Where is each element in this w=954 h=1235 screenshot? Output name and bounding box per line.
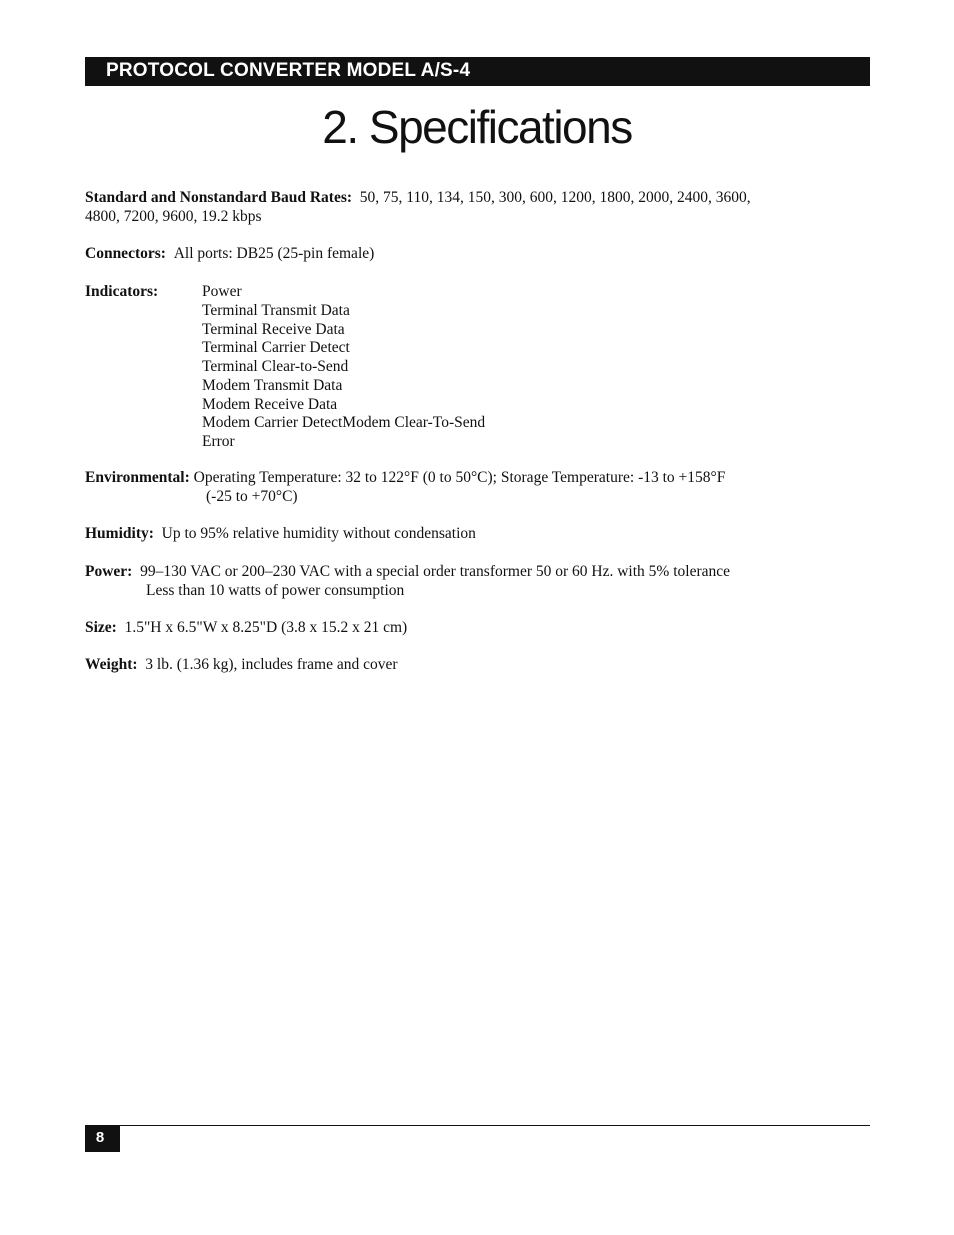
spec-value-continued: Less than 10 watts of power consumption <box>146 581 405 599</box>
spec-value-continued: 4800, 7200, 9600, 19.2 kbps <box>85 207 262 225</box>
running-header-title: PROTOCOL CONVERTER MODEL A/S-4 <box>106 60 471 81</box>
spec-environmental <box>85 469 725 506</box>
page-number-box <box>85 1125 120 1152</box>
indicator-item: Terminal Carrier Detect <box>202 339 350 357</box>
indicator-item: Modem Transmit Data <box>202 376 343 394</box>
spec-size <box>85 619 407 638</box>
spec-indicators-label: Indicators: <box>85 283 159 300</box>
indicator-item: Modem Receive Data <box>202 395 338 413</box>
spec-label: Environmental: <box>85 469 190 486</box>
spec-value: 99–130 VAC or 200–230 VAC with a special order transformer 50 or 60 Hz. with 5% tolerance <box>140 563 730 580</box>
indicator-item: Power <box>202 283 242 300</box>
indicator-item: Terminal Clear-to-Send <box>202 358 349 375</box>
indicator-item: Terminal Transmit Data <box>202 301 350 319</box>
indicator-item: Error <box>202 433 235 450</box>
spec-value: Operating Temperature: 32 to 122°F (0 to 50°C); Storage Temperature: -13 to +158°F <box>193 469 726 486</box>
spec-weight <box>85 656 398 675</box>
indicator-item: Terminal Receive Data <box>202 320 345 338</box>
spec-label: Power: <box>85 563 133 580</box>
spec-connectors <box>85 245 374 264</box>
running-header-bar <box>85 57 870 86</box>
spec-value: Up to 95% relative humidity without condensation <box>161 525 476 542</box>
indicator-item: Modem Carrier DetectModem Clear-To-Send <box>202 414 486 432</box>
spec-humidity <box>85 525 476 544</box>
spec-value: 1.5"H x 6.5"W x 8.25"D (3.8 x 15.2 x 21 cm) <box>124 619 408 636</box>
page-number: 8 <box>95 1129 105 1146</box>
spec-label: Connectors: <box>85 245 166 262</box>
footer-rule <box>85 1125 870 1126</box>
page-title: 2. Specifications <box>322 101 632 153</box>
spec-label: Weight: <box>85 656 138 673</box>
spec-value: 3 lb. (1.36 kg), includes frame and cover <box>145 656 398 673</box>
spec-value: All ports: DB25 (25-pin female) <box>173 245 375 262</box>
spec-label: Size: <box>85 619 117 636</box>
spec-label: Standard and Nonstandard Baud Rates: <box>85 189 353 206</box>
spec-value-continued: (-25 to +70°C) <box>206 487 298 505</box>
spec-indicators-list <box>202 283 485 452</box>
spec-value: 50, 75, 110, 134, 150, 300, 600, 1200, 1800, 2000, 2400, 3600, <box>359 189 751 206</box>
spec-label: Humidity: <box>85 525 154 542</box>
spec-baud-rates <box>85 189 751 226</box>
spec-power <box>85 563 730 600</box>
